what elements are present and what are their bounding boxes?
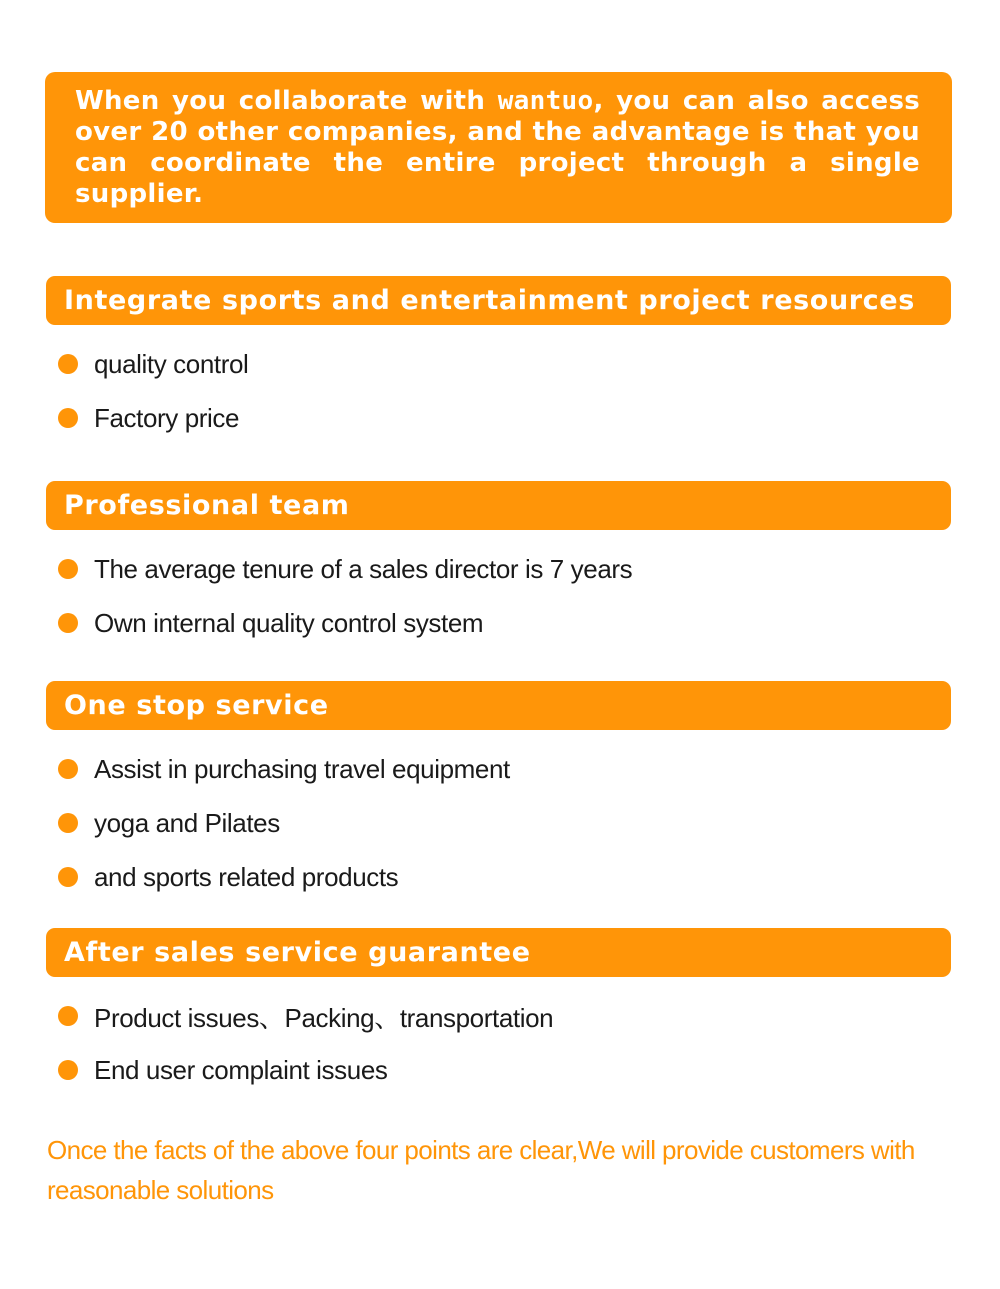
brand-name: wantuo — [497, 86, 594, 116]
bullet-dot-icon — [58, 813, 78, 833]
list-item — [58, 850, 510, 904]
list-item — [58, 391, 248, 445]
list-item-text: yoga and Pilates — [94, 807, 280, 838]
list-item-text: quality control — [94, 348, 249, 379]
list-item — [58, 796, 510, 850]
section-list-team — [58, 542, 632, 650]
list-item — [58, 1043, 553, 1097]
intro-text-after: , you can also access over 20 other companies, and the advantage is that you can coordinate the entire project through a single supplier. — [75, 86, 921, 209]
section-title: One stop service — [64, 690, 329, 721]
bullet-dot-icon — [58, 867, 78, 887]
intro-text-before: When you collaborate with — [75, 86, 498, 116]
list-item-text: Product issues、Packing、transportation — [94, 1002, 554, 1033]
section-list-service — [58, 742, 510, 904]
section-title: Integrate sports and entertainment project resources — [64, 285, 915, 316]
section-header-service — [46, 681, 951, 730]
list-item-text: The average tenure of a sales director is 7 years — [94, 553, 633, 584]
bullet-dot-icon — [58, 559, 78, 579]
bullet-dot-icon — [58, 408, 78, 428]
section-list-after-sales — [58, 989, 553, 1097]
list-item — [58, 989, 553, 1043]
list-item — [58, 742, 510, 796]
bullet-dot-icon — [58, 759, 78, 779]
bullet-dot-icon — [58, 1006, 78, 1026]
bullet-dot-icon — [58, 1060, 78, 1080]
section-header-resources — [46, 276, 951, 325]
bullet-dot-icon — [58, 613, 78, 633]
intro-banner — [45, 72, 952, 223]
section-header-team — [46, 481, 951, 530]
footer-note: Once the facts of the above four points are clear,We will provide customers with reasonable solutions — [47, 1135, 915, 1205]
list-item — [58, 596, 632, 650]
section-title: Professional team — [64, 490, 350, 521]
list-item-text: End user complaint issues — [94, 1054, 388, 1085]
list-item-text: and sports related products — [94, 861, 399, 892]
intro-text — [75, 86, 920, 210]
section-list-resources — [58, 337, 248, 445]
bullet-dot-icon — [58, 354, 78, 374]
list-item — [58, 337, 248, 391]
section-title: After sales service guarantee — [64, 937, 531, 968]
list-item-text: Own internal quality control system — [94, 607, 484, 638]
list-item-text: Factory price — [94, 402, 240, 433]
section-header-after-sales — [46, 928, 951, 977]
list-item — [58, 542, 632, 596]
list-item-text: Assist in purchasing travel equipment — [94, 753, 510, 784]
